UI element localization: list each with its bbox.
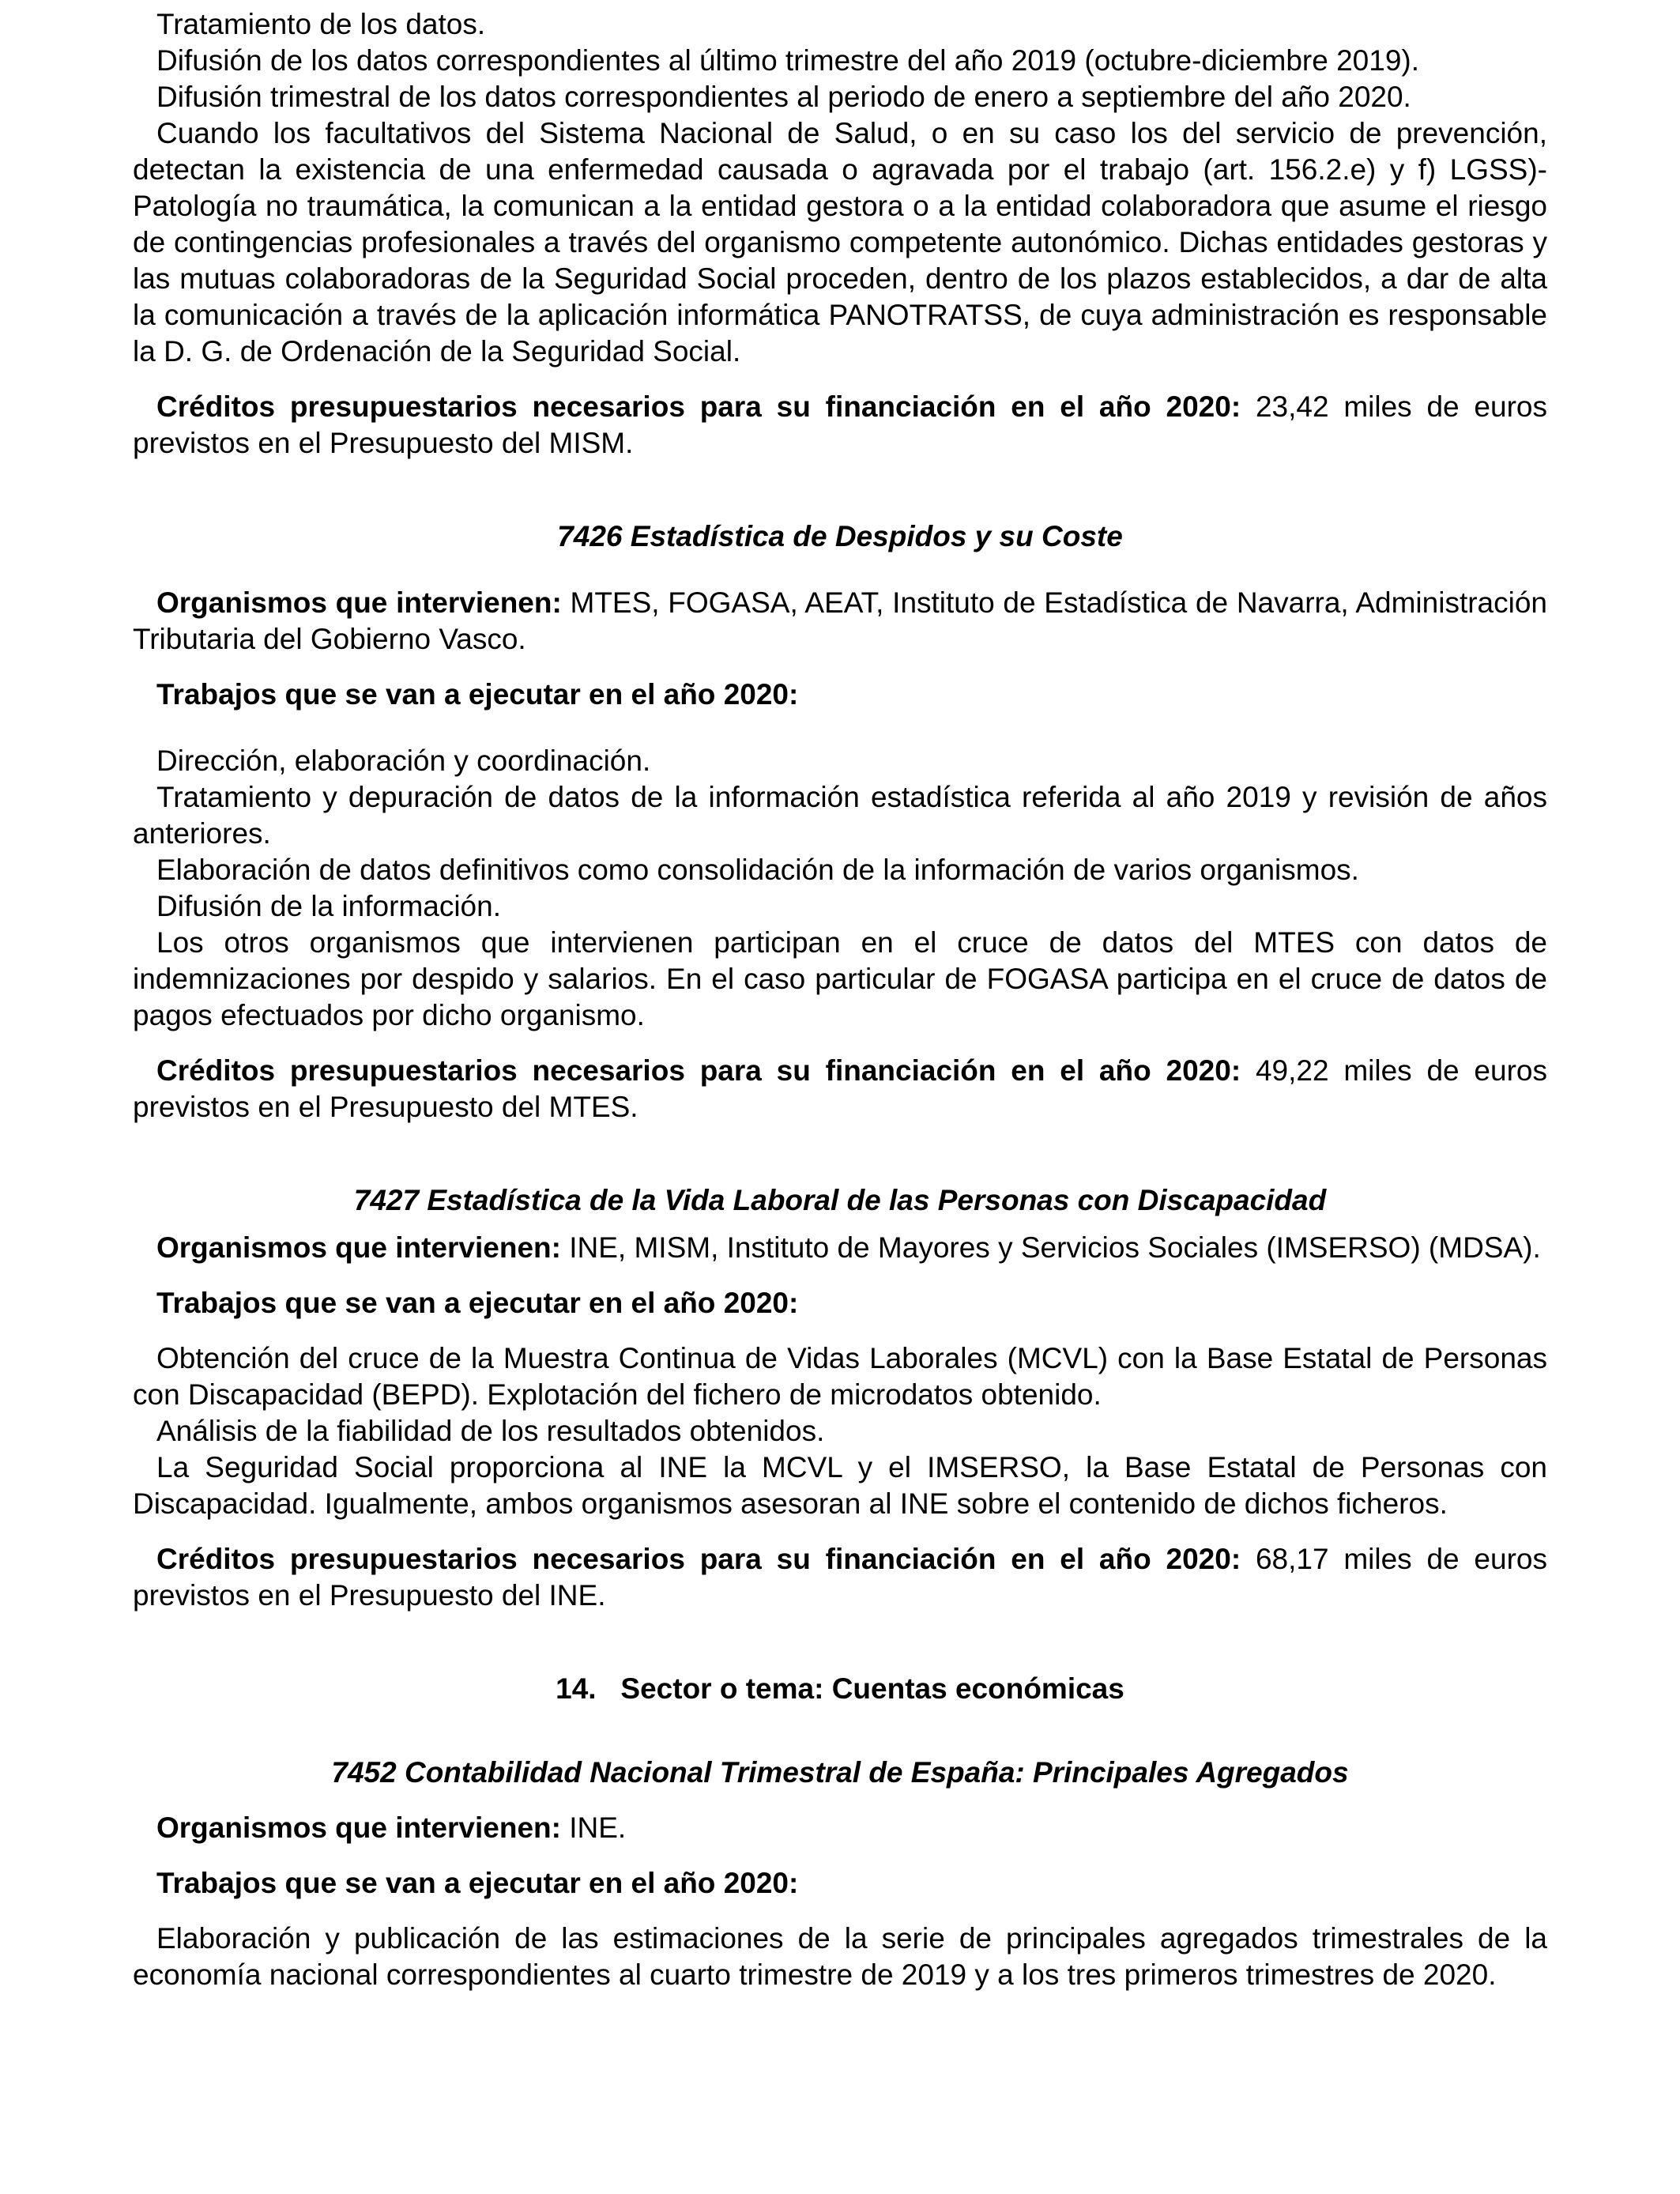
work-item: Análisis de la fiabilidad de los resultados obtenidos.: [156, 1415, 825, 1447]
section-title-7452: 7452 Contabilidad Nacional Trimestral de España: Principales Agregados: [331, 1756, 1349, 1789]
organisms-7426: [133, 585, 1547, 658]
work-item: Los otros organismos que intervienen participan en el cruce de datos del MTES con datos de indemnizaciones por despido y salarios. En el caso particular de FOGASA participa en el cruce de datos de pagos efectuados por dicho organismo.: [133, 926, 1547, 1031]
credits-label: Créditos presupuestarios necesarios para su financiación en el año 2020:: [156, 1543, 1241, 1575]
intro-paragraph: Difusión de los datos correspondientes al último trimestre del año 2019 (octubre-diciembre 2019).: [156, 44, 1420, 77]
organisms-7427: [133, 1230, 1547, 1266]
organisms-label: Organismos que intervienen:: [156, 1811, 561, 1844]
work-item: Elaboración y publicación de las estimaciones de la serie de principales agregados trimestrales de la economía nacional correspondientes al cuarto trimestre de 2019 y a los tres primeros trimestres de 2020.: [133, 1922, 1547, 1991]
section-title-7427: 7427 Estadística de la Vida Laboral de las Personas con Discapacidad: [353, 1184, 1327, 1216]
intro-paragraph: Difusión trimestral de los datos correspondientes al periodo de enero a septiembre del año 2020.: [156, 81, 1411, 113]
organisms-text: INE, MISM, Instituto de Mayores y Servicios Sociales (IMSERSO) (MDSA).: [560, 1231, 1541, 1264]
credits-7427: [133, 1541, 1547, 1614]
credits-label: Créditos presupuestarios necesarios para su financiación en el año 2020:: [156, 390, 1241, 423]
organisms-label: Organismos que intervienen:: [156, 1231, 561, 1264]
organisms-label: Organismos que intervienen:: [156, 586, 562, 619]
intro-paragraph: Tratamiento de los datos.: [156, 8, 486, 40]
works-label-7426: Trabajos que se van a ejecutar en el año 2020:: [156, 678, 799, 711]
sector-title: 14. Sector o tema: Cuentas económicas: [556, 1672, 1124, 1705]
credits-7426: [133, 1053, 1547, 1125]
credits-text: 23,42 miles de euros previstos en el Presupuesto del MISM.: [133, 390, 1547, 459]
credits-label: Créditos presupuestarios necesarios para su financiación en el año 2020:: [156, 1054, 1241, 1087]
work-item: Elaboración de datos definitivos como consolidación de la información de varios organismos.: [156, 854, 1359, 886]
work-item: Tratamiento y depuración de datos de la información estadística referida al año 2019 y revisión de años anteriores.: [133, 781, 1547, 850]
credits-text: 49,22 miles de euros previstos en el Presupuesto del MTES.: [133, 1054, 1547, 1123]
section-title-7426: 7426 Estadística de Despidos y su Coste: [557, 520, 1123, 552]
work-item: Difusión de la información.: [156, 890, 501, 922]
credits-text: 68,17 miles de euros previstos en el Presupuesto del INE.: [133, 1543, 1547, 1612]
work-item: Dirección, elaboración y coordinación.: [156, 745, 651, 777]
work-item: La Seguridad Social proporciona al INE la MCVL y el IMSERSO, la Base Estatal de Personas con Discapacidad. Igualmente, ambos organismos asesoran al INE sobre el contenido de dichos ficheros.: [133, 1451, 1547, 1520]
works-label-7427: Trabajos que se van a ejecutar en el año 2020:: [156, 1287, 799, 1319]
intro-credits: [133, 389, 1547, 462]
organisms-7452: [133, 1810, 1547, 1846]
organisms-text: MTES, FOGASA, AEAT, Instituto de Estadística de Navarra, Administración Tributaria del Gobierno Vasco.: [133, 586, 1548, 655]
work-item: Obtención del cruce de la Muestra Continua de Vidas Laborales (MCVL) con la Base Estatal de Personas con Discapacidad (BEPD). Explotación del fichero de microdatos obtenido.: [133, 1342, 1547, 1411]
document-page: [133, 6, 1547, 1993]
works-label-7452: Trabajos que se van a ejecutar en el año 2020:: [156, 1867, 799, 1899]
organisms-text: INE.: [560, 1811, 627, 1844]
intro-paragraph: Cuando los facultativos del Sistema Nacional de Salud, o en su caso los del servicio de prevención, detectan la existencia de una enfermedad causada o agravada por el trabajo (art. 156.2.e) y f) LGSS)- Patología no traumática, la comunican a la entidad gestora o a la entidad colaboradora que asume el riesgo de contingencias profesionales a través del organismo competente autonómico. Dichas entidades gestoras y las mutuas colaboradoras de la Seguridad Social proceden, dentro de los plazos establecidos, a dar de alta la comunicación a través de la aplicación informática PANOTRATSS, de cuya administración es responsable la D. G. de Ordenación de la Seguridad Social.: [133, 117, 1547, 368]
